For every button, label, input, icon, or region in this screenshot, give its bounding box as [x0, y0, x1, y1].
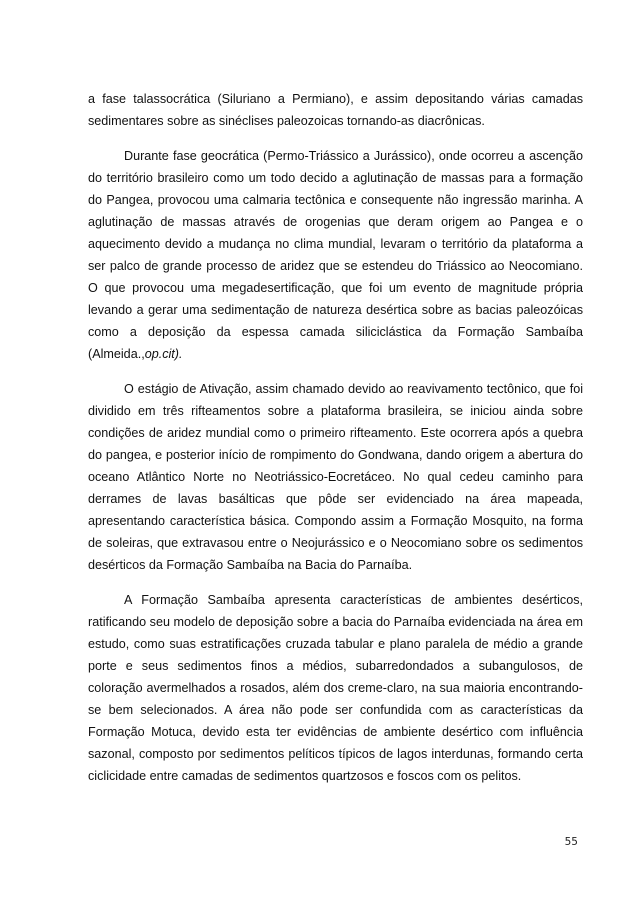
paragraph-2-citation: op.cit). [144, 347, 183, 361]
page-number: 55 [564, 836, 578, 848]
document-page [88, 88, 583, 800]
paragraph-3: O estágio de Ativação, assim chamado devido ao reavivamento tectônico, que foi dividido em três rifteamentos sobre a plataforma brasileira, se iniciou ainda sobre condições de aridez mundial como o primeiro rifteamento. Este ocorrera após a quebra do pangea, e posterior início de rompimento do Gondwana, dando origem a abertura do oceano Atlântico Norte no Neotriássico-Eocretáceo. No qual cedeu caminho para derrames de lavas basálticas que pôde ser evidenciado na área mapeada, apresentando característica básica. Compondo assim a Formação Mosquito, na forma de soleiras, que extravasou entre o Neojurássico e o Neocomiano sobre os sedimentos desérticos da Formação Sambaíba na Bacia do Parnaíba. [88, 382, 583, 572]
paragraph-2-text: Durante fase geocrática (Permo-Triássico a Jurássico), onde ocorreu a ascenção do território brasileiro como um todo decido a aglutinação de massas para a formação do Pangea, provocou uma calmaria tectônica e consequente não ingressão marinha. A aglutinação de massas através de orogenias que deram origem ao Pangea e o aquecimento devido a mudança no clima mundial, levaram o território da plataforma a ser palco de grande processo de aridez que se estendeu do Triássico ao Neocomiano. O que provocou uma megadesertificação, que foi um evento de magnitude própria levando a gerar uma sedimentação de natureza desértica sobre as bacias paleozóicas como a deposição da espessa camada siliciclástica da Formação Sambaíba (Almeida., [88, 149, 583, 361]
paragraph-4: A Formação Sambaíba apresenta características de ambientes desérticos, ratificando seu modelo de deposição sobre a bacia do Parnaíba evidenciada na área em estudo, como suas estratificações cruzada tabular e plano paralela de médio a grande porte e seus sedimentos finos a médios, subarredondados a subangulosos, de coloração avermelhados a rosados, além dos creme-claro, na sua maioria encontrando-se bem selecionados. A área não pode ser confundida com as características da Formação Motuca, devido esta ter evidências de ambiente desértico com influência sazonal, composto por sedimentos pelíticos típicos de lagos interdunas, formando certa ciclicidade entre camadas de sedimentos quartzosos e foscos com os pelitos. [88, 593, 583, 783]
paragraph-1: a fase talassocrática (Siluriano a Permiano), e assim depositando várias camadas sedimentares sobre as sinéclises paleozoicas tornando-as diacrônicas. [88, 92, 583, 128]
paragraph-2 [88, 145, 583, 365]
